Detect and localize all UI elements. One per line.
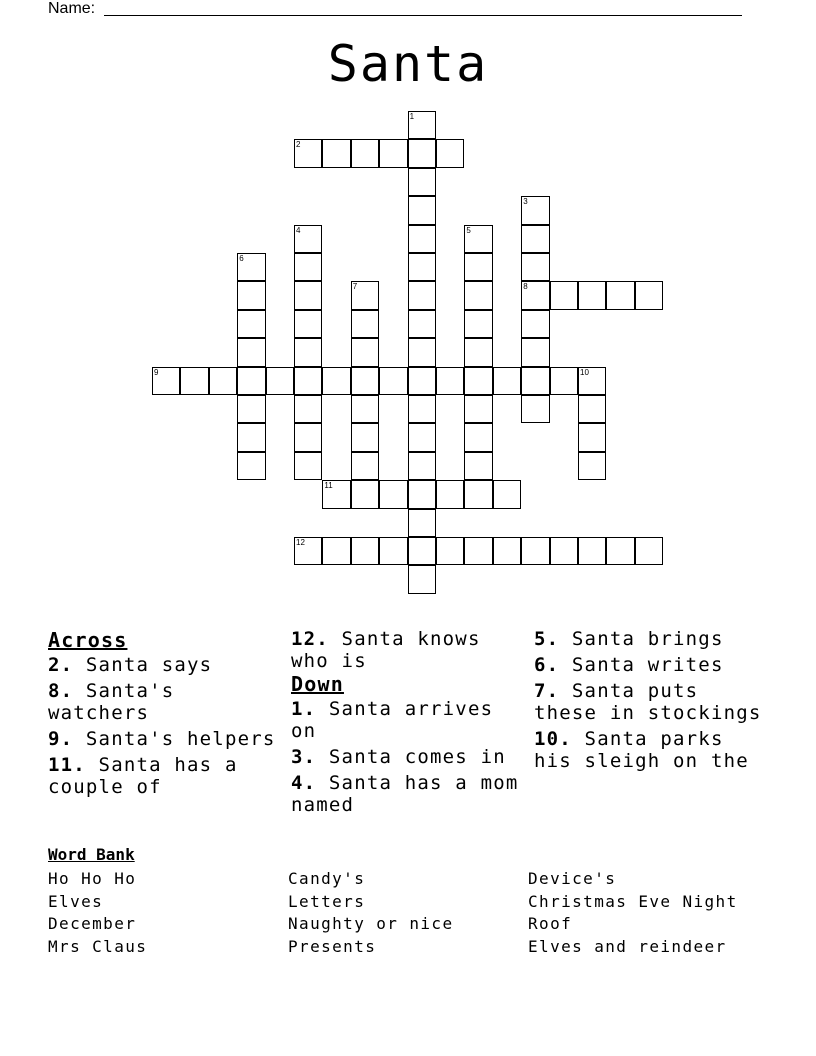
down-clue-5	[534, 628, 766, 650]
grid-cell[interactable]	[436, 537, 464, 565]
grid-cell[interactable]	[408, 480, 436, 508]
down-clue-6	[534, 654, 766, 676]
clue-text: Santa arrives on	[291, 698, 494, 742]
clue-text: Santa comes in	[316, 746, 506, 768]
clue-number-label: 3	[523, 197, 528, 207]
word-bank-item: Christmas Eve Night	[528, 891, 738, 911]
clue-number-label: 4	[296, 225, 301, 235]
clue-text: Santa puts these in stockings	[534, 680, 762, 724]
clue-number: 7.	[534, 680, 560, 702]
down-clue-3	[291, 746, 523, 768]
grid-cell[interactable]	[635, 281, 663, 309]
grid-cell[interactable]	[521, 281, 549, 309]
grid-cell[interactable]	[408, 168, 436, 196]
clue-number: 8.	[48, 680, 74, 702]
word-bank-column-3	[528, 868, 768, 959]
grid-cell[interactable]	[408, 310, 436, 338]
grid-cell[interactable]	[408, 225, 436, 253]
grid-cell[interactable]	[493, 480, 521, 508]
grid-cell[interactable]	[408, 537, 436, 565]
grid-cell[interactable]	[294, 310, 322, 338]
grid-cell[interactable]	[464, 367, 492, 395]
grid-cell[interactable]	[322, 139, 350, 167]
grid-cell[interactable]	[464, 480, 492, 508]
grid-cell[interactable]	[351, 452, 379, 480]
grid-cell[interactable]	[408, 253, 436, 281]
grid-cell[interactable]	[379, 139, 407, 167]
grid-cell[interactable]	[408, 423, 436, 451]
clue-number: 5.	[534, 628, 560, 650]
grid-cell[interactable]	[294, 338, 322, 366]
grid-cell[interactable]	[408, 196, 436, 224]
grid-cell[interactable]	[209, 367, 237, 395]
grid-cell[interactable]	[436, 139, 464, 167]
grid-cell[interactable]	[464, 225, 492, 253]
grid-cell[interactable]	[152, 367, 180, 395]
grid-cell[interactable]	[237, 310, 265, 338]
grid-cell[interactable]	[294, 395, 322, 423]
clue-number: 1.	[291, 698, 317, 720]
down-clue-7	[534, 680, 766, 724]
grid-cell[interactable]	[294, 537, 322, 565]
down-clue-1	[291, 698, 523, 742]
clue-number-label: 2	[296, 140, 301, 150]
grid-cell[interactable]	[408, 111, 436, 139]
word-bank-column-1	[48, 868, 288, 959]
grid-cell[interactable]	[237, 395, 265, 423]
grid-cell[interactable]	[464, 395, 492, 423]
grid-cell[interactable]	[379, 367, 407, 395]
clue-number-label: 7	[352, 282, 358, 292]
grid-cell[interactable]	[606, 537, 634, 565]
grid-cell[interactable]	[436, 367, 464, 395]
grid-cell[interactable]	[294, 452, 322, 480]
grid-cell[interactable]	[266, 367, 294, 395]
word-bank-item: Elves	[48, 891, 104, 911]
grid-cell[interactable]	[464, 281, 492, 309]
grid-cell[interactable]	[493, 367, 521, 395]
across-clue-8	[48, 680, 280, 724]
grid-cell[interactable]	[464, 423, 492, 451]
name-label: Name:	[48, 0, 96, 17]
grid-cell[interactable]	[550, 367, 578, 395]
grid-cell[interactable]	[408, 452, 436, 480]
grid-cell[interactable]	[578, 281, 606, 309]
grid-cell[interactable]	[578, 423, 606, 451]
grid-cell[interactable]	[351, 423, 379, 451]
clue-number: 6.	[534, 654, 560, 676]
clue-text: Santa has a couple of	[48, 754, 238, 798]
clue-number-label: 6	[239, 254, 244, 263]
word-bank-column-2	[288, 868, 528, 959]
clue-number-label: 5	[466, 225, 471, 235]
grid-cell[interactable]	[464, 253, 492, 281]
grid-cell[interactable]	[521, 537, 549, 565]
clue-text: Santa parks his sleigh on the	[534, 728, 749, 772]
clue-text: Santa has a mom named	[291, 772, 519, 816]
clue-number: 4.	[291, 772, 317, 794]
grid-cell[interactable]	[379, 480, 407, 508]
clue-number-label: 9	[154, 367, 159, 377]
grid-cell[interactable]	[464, 338, 492, 366]
grid-cell[interactable]	[521, 395, 549, 423]
across-clue-12	[291, 628, 523, 672]
grid-cell[interactable]	[294, 139, 322, 167]
grid-cell[interactable]	[408, 395, 436, 423]
grid-cell[interactable]	[493, 537, 521, 565]
grid-cell[interactable]	[180, 367, 208, 395]
clue-number-label: 11	[324, 481, 333, 491]
clue-number-label: 12	[296, 538, 305, 547]
clue-column-1	[48, 628, 280, 802]
grid-cell[interactable]	[436, 480, 464, 508]
word-bank-item: Ho Ho Ho	[48, 869, 137, 888]
clue-number: 9.	[48, 728, 74, 750]
word-bank-item: Mrs Claus	[48, 937, 148, 957]
grid-cell[interactable]	[464, 310, 492, 338]
grid-cell[interactable]	[578, 537, 606, 565]
across-clue-9	[48, 728, 280, 750]
clue-text: Santa's helpers	[73, 728, 276, 750]
word-bank-item: Letters	[288, 891, 366, 911]
grid-cell[interactable]	[408, 281, 436, 309]
grid-cell[interactable]	[351, 367, 379, 395]
grid-cell[interactable]	[237, 423, 265, 451]
across-clue-11	[48, 754, 280, 798]
down-heading: Down	[291, 672, 344, 696]
grid-cell[interactable]	[521, 196, 549, 224]
clue-number: 10.	[534, 728, 572, 750]
grid-cell[interactable]	[351, 310, 379, 338]
grid-cell[interactable]	[521, 310, 549, 338]
grid-cell[interactable]	[322, 537, 350, 565]
grid-cell[interactable]	[351, 338, 379, 366]
grid-cell[interactable]	[237, 281, 265, 309]
grid-cell[interactable]	[294, 225, 322, 253]
grid-cell[interactable]	[351, 537, 379, 565]
grid-cell[interactable]	[237, 367, 265, 395]
grid-cell[interactable]	[578, 367, 606, 395]
grid-cell[interactable]	[408, 139, 436, 167]
word-bank-item: Presents	[288, 937, 377, 957]
grid-cell[interactable]	[379, 537, 407, 565]
grid-cell[interactable]	[237, 338, 265, 366]
grid-cell[interactable]	[521, 338, 549, 366]
clue-text: Santa knows who is	[291, 628, 481, 672]
clue-number: 12.	[291, 628, 329, 650]
clue-column-2	[291, 628, 523, 820]
grid-cell[interactable]	[351, 281, 379, 309]
clue-text: Santa's watchers	[48, 680, 175, 724]
grid-cell[interactable]	[351, 395, 379, 423]
across-heading: Across	[48, 628, 128, 652]
grid-cell[interactable]	[408, 509, 436, 537]
grid-cell[interactable]	[606, 281, 634, 309]
word-bank-heading: Word Bank	[48, 845, 135, 864]
clue-number: 3.	[291, 746, 317, 768]
grid-cell[interactable]	[464, 452, 492, 480]
grid-cell[interactable]	[408, 338, 436, 366]
grid-cell[interactable]	[351, 139, 379, 167]
clue-text: Santa writes	[559, 654, 724, 676]
clue-number: 11.	[48, 754, 86, 776]
grid-cell[interactable]	[351, 480, 379, 508]
grid-cell[interactable]	[237, 452, 265, 480]
word-bank-item: December	[48, 914, 137, 934]
grid-cell[interactable]	[521, 367, 549, 395]
down-clue-4	[291, 772, 523, 816]
across-clue-2	[48, 654, 280, 676]
word-bank-item: Device's	[528, 869, 617, 888]
clue-number-label: 10	[580, 367, 589, 377]
word-bank-item: Naughty or nice	[288, 914, 454, 934]
grid-cell[interactable]	[578, 452, 606, 480]
clue-number: 2.	[48, 654, 74, 676]
grid-cell[interactable]	[578, 395, 606, 423]
word-bank-item: Elves and reindeer	[528, 937, 727, 957]
grid-cell[interactable]	[550, 281, 578, 309]
grid-cell[interactable]	[237, 253, 265, 281]
grid-cell[interactable]	[322, 480, 350, 508]
page-title: Santa	[327, 35, 489, 93]
grid-cell[interactable]	[294, 281, 322, 309]
grid-cell[interactable]	[464, 537, 492, 565]
clue-number-label: 1	[409, 112, 415, 121]
grid-cell[interactable]	[521, 253, 549, 281]
clue-text: Santa says	[73, 654, 213, 676]
clue-column-3	[534, 628, 766, 776]
clue-number-label: 8	[523, 282, 528, 292]
grid-cell[interactable]	[294, 253, 322, 281]
grid-cell[interactable]	[550, 537, 578, 565]
down-clue-10	[534, 728, 766, 772]
clue-text: Santa brings	[559, 628, 724, 650]
grid-cell[interactable]	[408, 367, 436, 395]
word-bank-item: Candy's	[288, 869, 366, 888]
grid-cell[interactable]	[635, 537, 663, 565]
grid-cell[interactable]	[322, 367, 350, 395]
grid-cell[interactable]	[294, 423, 322, 451]
word-bank-item: Roof	[528, 914, 573, 934]
grid-cell[interactable]	[408, 565, 436, 593]
grid-cell[interactable]	[521, 225, 549, 253]
grid-cell[interactable]	[294, 367, 322, 395]
